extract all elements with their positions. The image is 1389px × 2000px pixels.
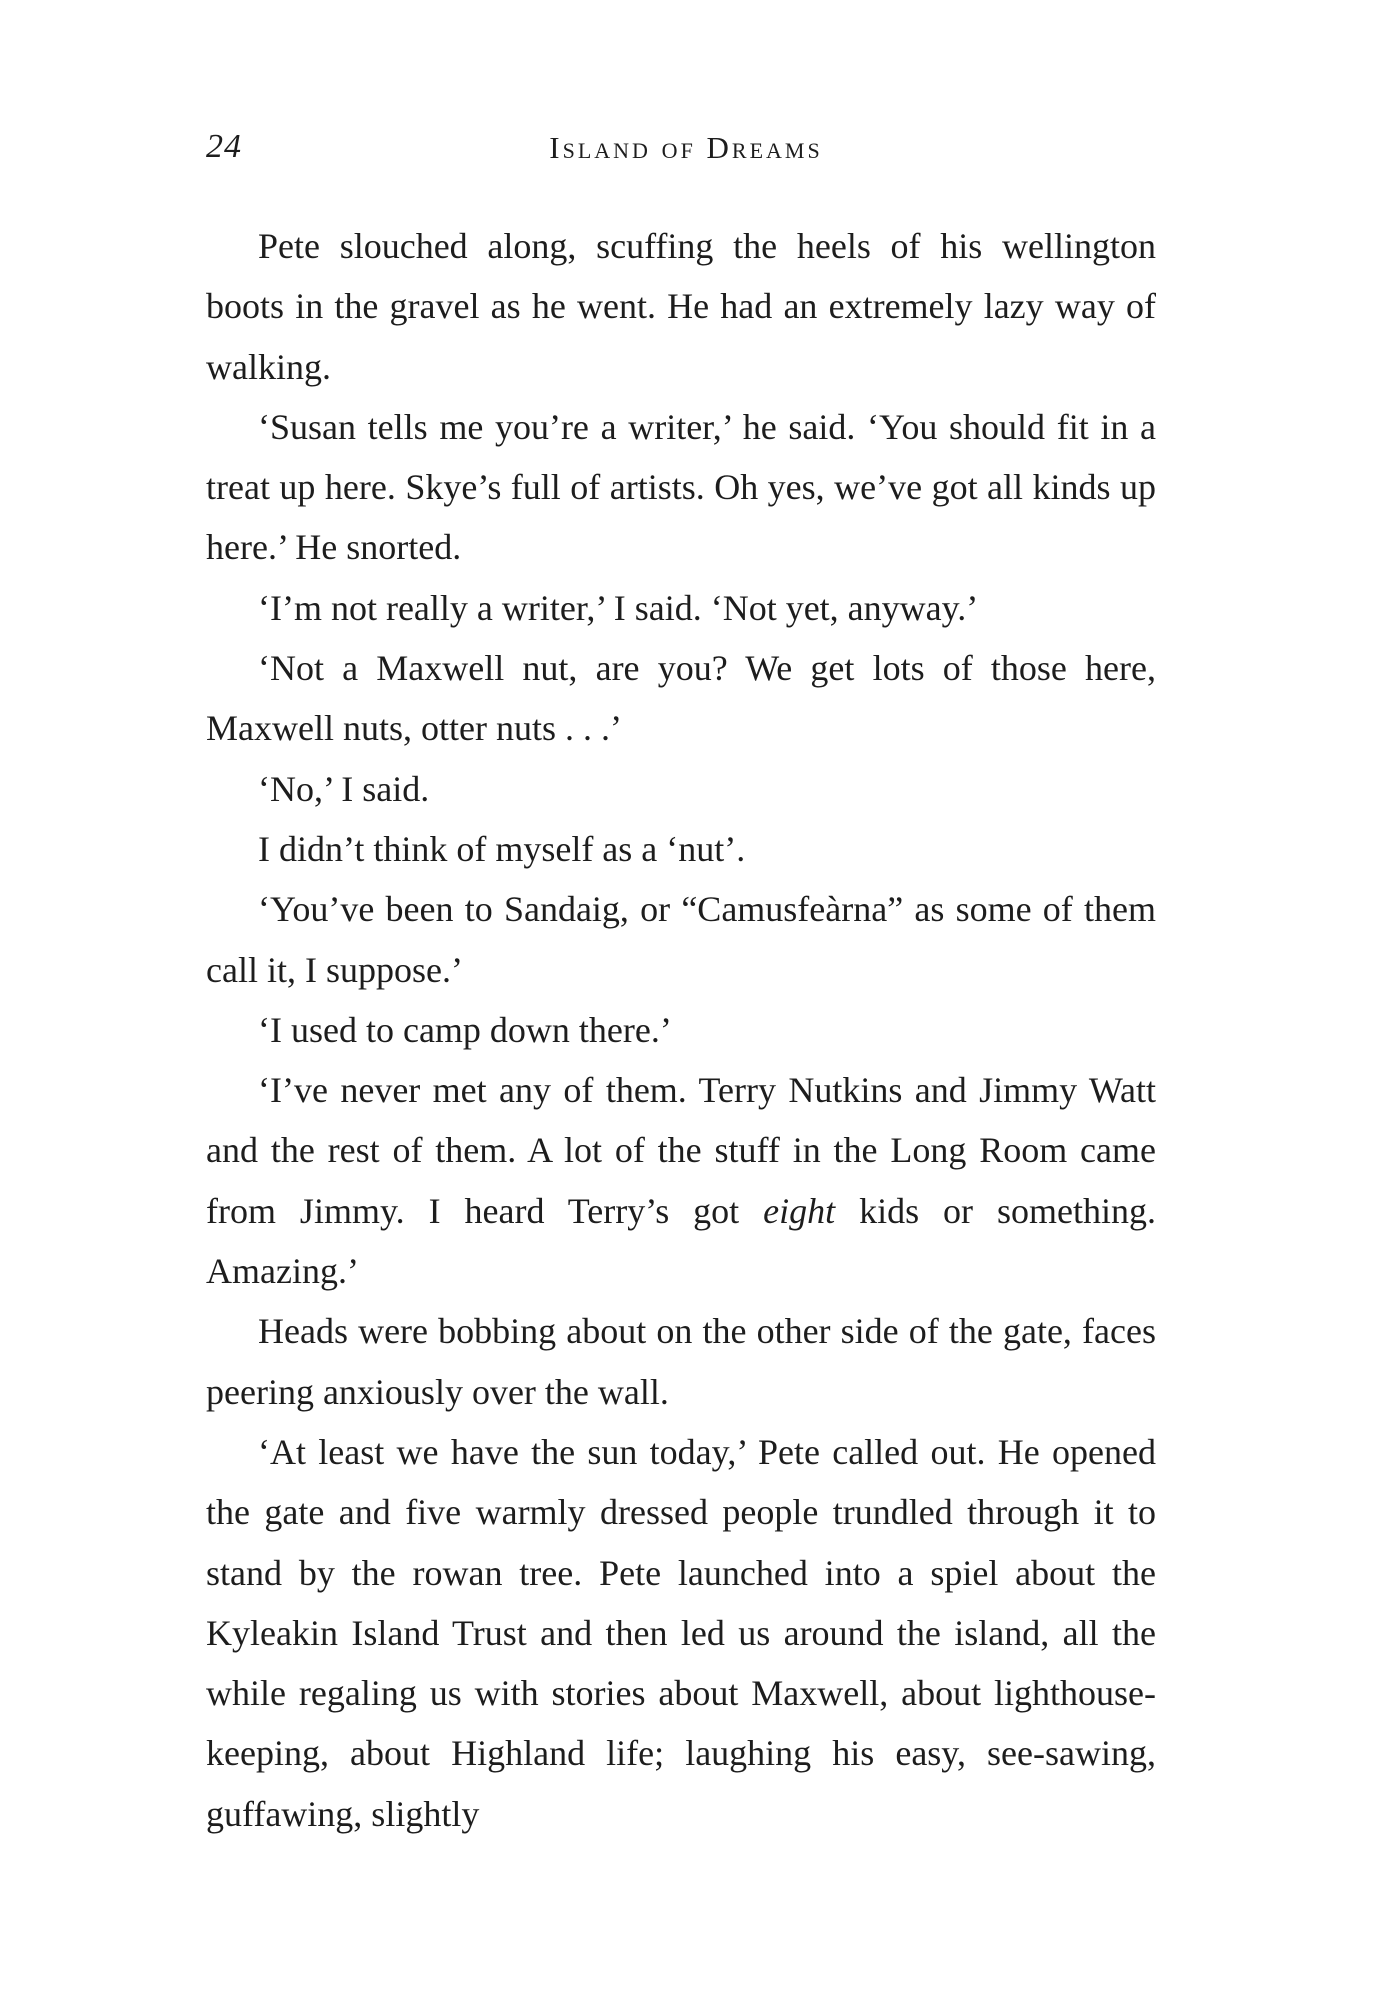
book-title: Island of Dreams: [549, 130, 823, 165]
paragraph-6: I didn’t think of myself as a ‘nut’.: [258, 828, 746, 869]
paragraph-9-text-start: ‘I’ve never met any of them. Terry Nutkins and Jimmy Watt and the rest of them. A lot of the stuff in the Long Room came from Jimmy. I heard Terry’s got: [206, 1070, 1156, 1231]
paragraph-10: Heads were bobbing about on the other side of the gate, faces peering anxiously over the wall.: [206, 1311, 1156, 1412]
paragraph-2: ‘Susan tells me you’re a writer,’ he said. ‘You should fit in a treat up here. Skye’s full of artists. Oh yes, we’ve got all kinds up here.’ He snorted.: [206, 406, 1156, 568]
body-text: [206, 216, 1156, 1844]
paragraph-9: [206, 1060, 1156, 1301]
paragraph-9-emphasis: eight: [763, 1190, 836, 1231]
paragraph-9-text-end: kids or something. Amazing.’: [206, 1190, 1156, 1292]
paragraph-11: ‘At least we have the sun today,’ Pete called out. He opened the gate and five warmly dressed people trundled through it to stand by the rowan tree. Pete launched into a spiel about the Kyleakin Island Trust and then led us around the island, all the while regaling us with stories about Maxwell, about lighthouse-keeping, about Highland life; laughing his easy, see-sawing, guffawing, slightly: [206, 1431, 1156, 1834]
paragraph-3: ‘I’m not really a writer,’ I said. ‘Not yet, anyway.’: [258, 587, 979, 628]
running-head: [206, 128, 1166, 168]
page-number: 24: [206, 128, 242, 165]
paragraph-8: ‘I used to camp down there.’: [258, 1009, 672, 1050]
paragraph-5: ‘No,’ I said.: [258, 768, 430, 809]
paragraph-4: ‘Not a Maxwell nut, are you? We get lots of those here, Maxwell nuts, otter nuts . . .’: [206, 648, 1156, 749]
paragraph-7: ‘You’ve been to Sandaig, or “Camusfeàrna” as some of them call it, I suppose.’: [206, 889, 1156, 990]
paragraph-1: Pete slouched along, scuffing the heels of his wellington boots in the gravel as he went. He had an extremely lazy way of walking.: [206, 226, 1156, 387]
